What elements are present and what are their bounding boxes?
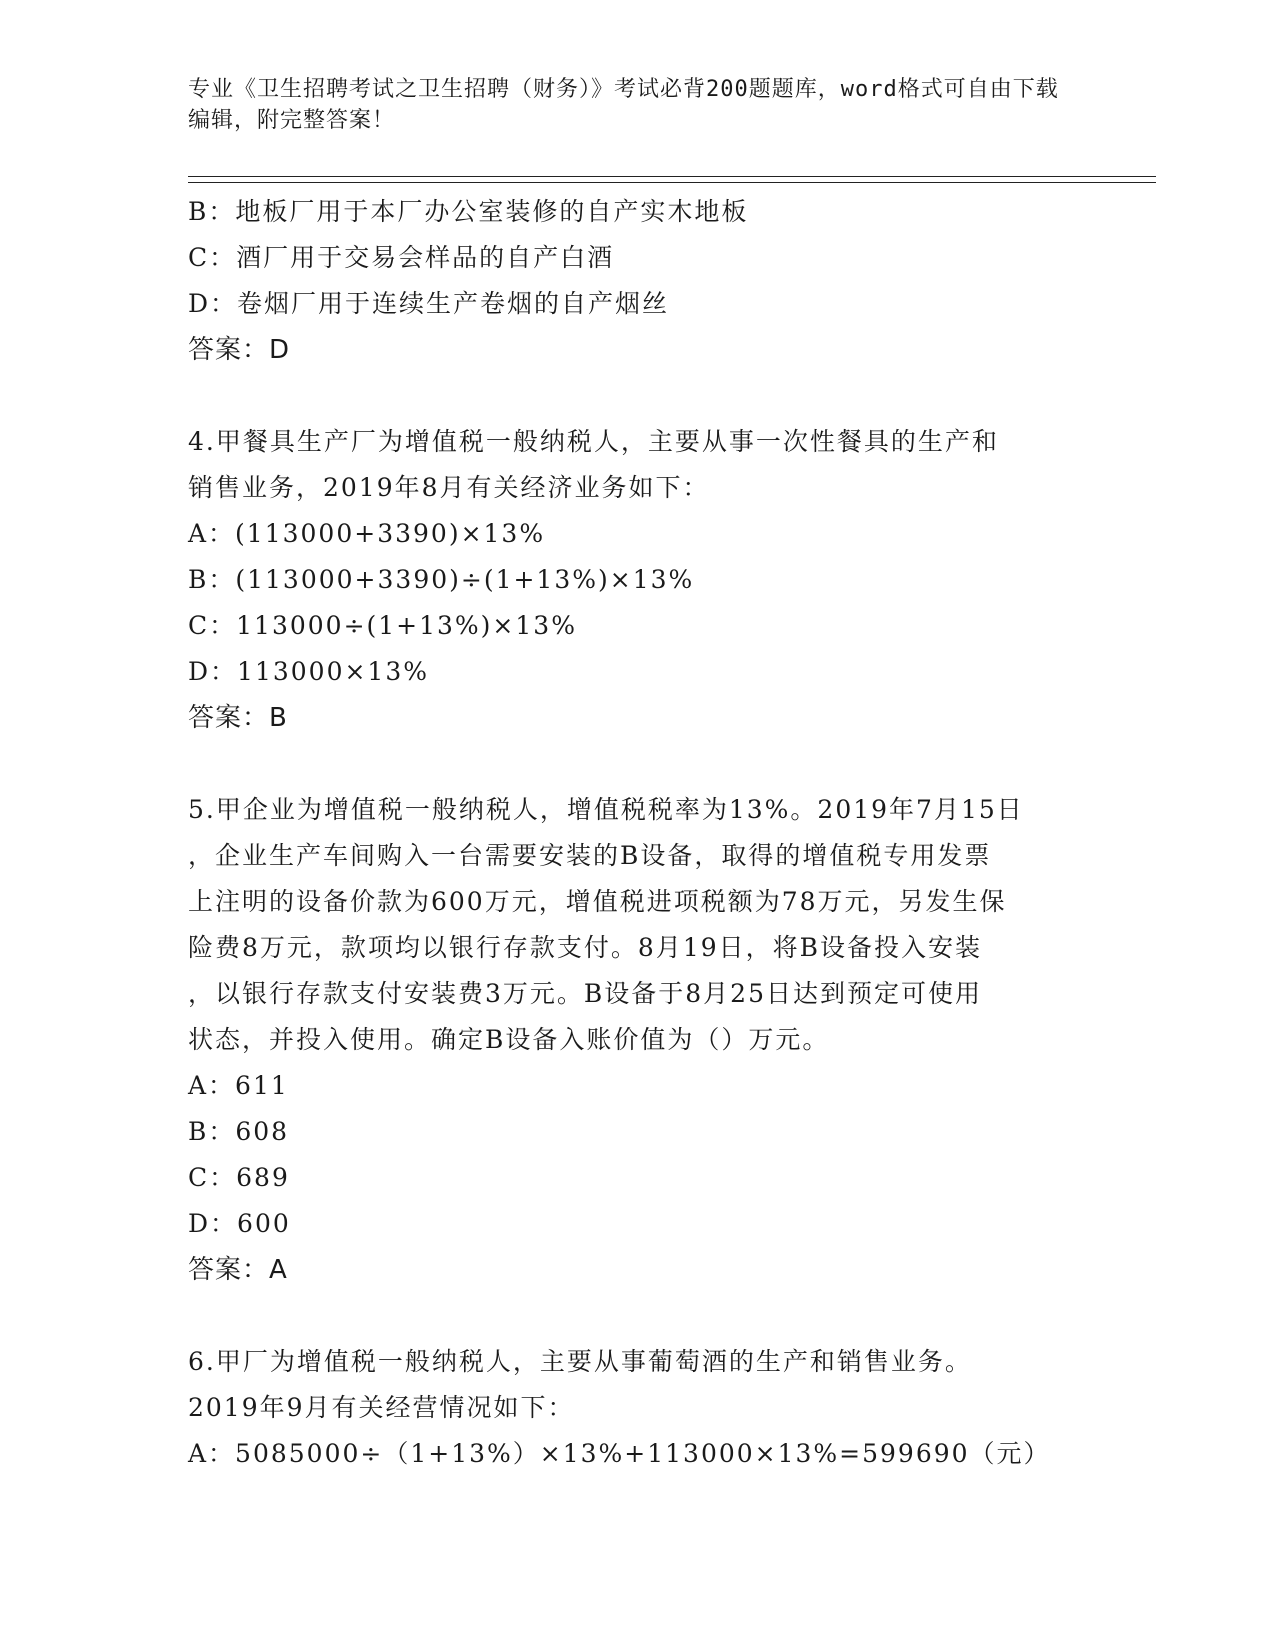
q3-option-b: B：地板厂用于本厂办公室装修的自产实木地板 <box>188 197 749 226</box>
question-content <box>188 189 1088 1477</box>
q5-stem-line-4: 险费8万元，款项均以银行存款支付。8月19日，将B设备投入安装 <box>188 933 982 962</box>
q6-option-a: A：5085000÷（1+13%）×13%+113000×13%=599690（元） <box>188 1439 1051 1468</box>
q3-option-c: C：酒厂用于交易会样品的自产白酒 <box>188 243 615 272</box>
q5-option-d: D：600 <box>188 1209 291 1238</box>
header-text: 专业《卫生招聘考试之卫生招聘（财务）》考试必背200题题库，word格式可自由下载编辑，附完整答案！ <box>188 77 1059 133</box>
spacer <box>188 1293 1088 1339</box>
q5-stem-line-5: ，以银行存款支付安装费3万元。B设备于8月25日达到预定可使用 <box>188 979 982 1008</box>
q5-option-b: B：608 <box>188 1117 290 1146</box>
spacer <box>188 373 1088 419</box>
q4-stem-line-2: 销售业务，2019年8月有关经济业务如下： <box>188 473 710 502</box>
q4-option-b: B：(113000+3390)÷(1+13%)×13% <box>188 565 695 594</box>
q5-stem-line-6: 状态，并投入使用。确定B设备入账价值为（）万元。 <box>188 1025 830 1054</box>
q4-option-a: A：(113000+3390)×13% <box>188 519 546 548</box>
q6-stem-line-1: 6.甲厂为增值税一般纳税人，主要从事葡萄酒的生产和销售业务。 <box>188 1347 972 1376</box>
q4-option-c: C：113000÷(1+13%)×13% <box>188 611 577 640</box>
q5-answer: 答案：A <box>188 1255 288 1285</box>
header-rule-top <box>188 176 1156 177</box>
q4-answer: 答案：B <box>188 703 288 733</box>
header-rule-bottom <box>188 182 1156 183</box>
q6-stem-line-2: 2019年9月有关经营情况如下： <box>188 1393 575 1422</box>
q5-option-a: A：611 <box>188 1071 289 1100</box>
q5-stem-line-2: ，企业生产车间购入一台需要安装的B设备，取得的增值税专用发票 <box>188 841 992 870</box>
q5-stem-line-3: 上注明的设备价款为600万元，增值税进项税额为78万元，另发生保 <box>188 887 1007 916</box>
q3-answer: 答案：D <box>188 335 291 365</box>
q5-stem-line-1: 5.甲企业为增值税一般纳税人，增值税税率为13%。2019年7月15日 <box>188 795 1024 824</box>
q3-option-d: D：卷烟厂用于连续生产卷烟的自产烟丝 <box>188 289 670 318</box>
document-header <box>188 74 1068 136</box>
q5-option-c: C：689 <box>188 1163 290 1192</box>
q4-stem-line-1: 4.甲餐具生产厂为增值税一般纳税人，主要从事一次性餐具的生产和 <box>188 427 999 456</box>
q4-option-d: D：113000×13% <box>188 657 429 686</box>
spacer <box>188 741 1088 787</box>
